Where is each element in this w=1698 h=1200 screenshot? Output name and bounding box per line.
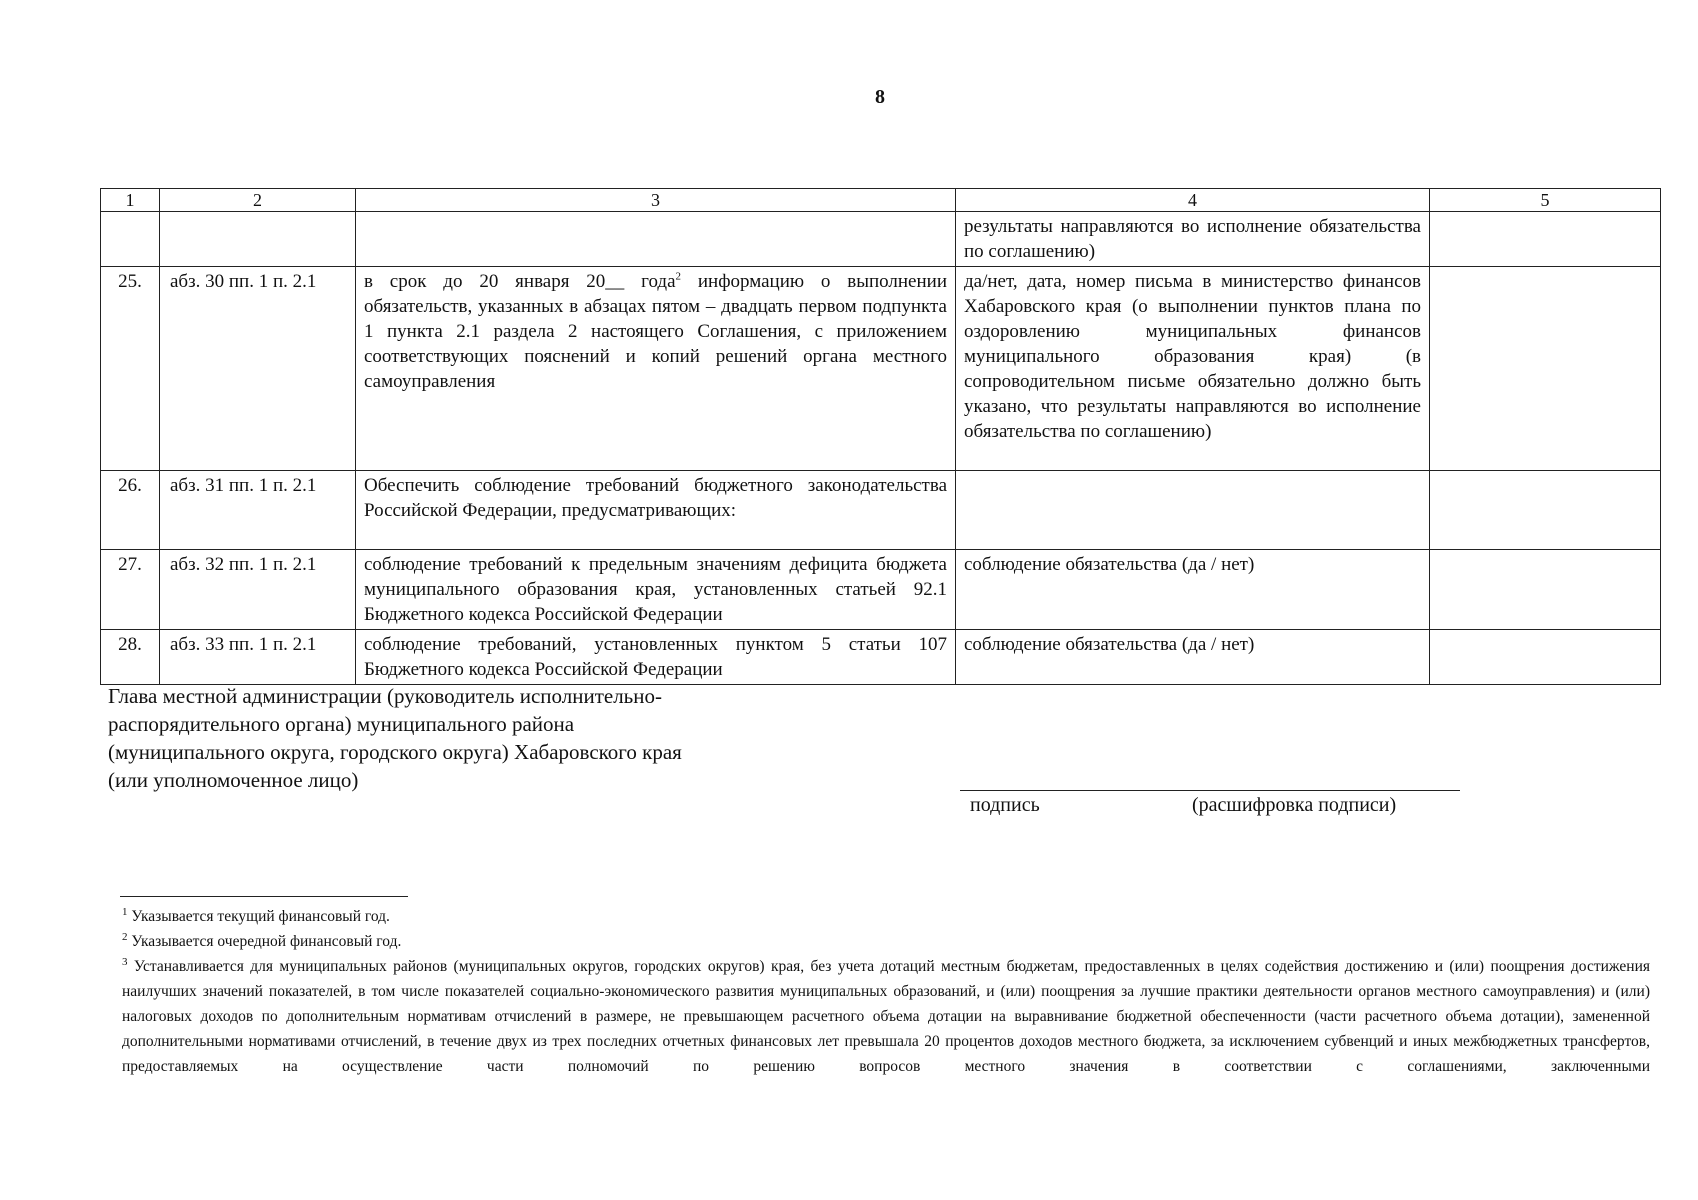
column-header: 4: [956, 189, 1430, 212]
footnote: $^1$ Указывается текущий финансовый год.: [122, 905, 390, 925]
row-note: [1430, 471, 1661, 550]
signature-line: [960, 790, 1460, 791]
row-number: 28.: [101, 630, 160, 685]
row-obligation: соблюдение требований, установленных пунктом 5 статьи 107 Бюджетного кодекса Российской Федерации: [356, 630, 956, 685]
row-reference: [160, 212, 356, 267]
footnotes: [122, 904, 1650, 1079]
signatory-line: (муниципального округа, городского округа) Хабаровского края: [108, 740, 682, 764]
row-report-form: результаты направляются во исполнение обязательства по соглашению): [956, 212, 1430, 267]
signatory-title: [108, 682, 682, 794]
row-obligation: [356, 212, 956, 267]
table-row: [101, 267, 1661, 471]
table-header-row: [101, 189, 1661, 212]
row-reference: абз. 33 пп. 1 п. 2.1: [160, 630, 356, 685]
row-reference: абз. 32 пп. 1 п. 2.1: [160, 550, 356, 630]
footnote: $^3$ Устанавливается для муниципальных районов (муниципальных округов, городских округов) края, без учета дотаций местным бюджетам, предоставленных в целях содействия достижению и (или) поощрения достижения наилучших значений показателей, в том числе показателей социально-экономического развития муниципальных образований, и (или) поощрения за лучшие практики деятельности органов местного самоуправления) и (или) налоговых доходов по дополнительным нормативам отчислений в размере, не превышающем расчетного объема дотации на выравнивание бюджетной обеспеченности (части расчетного объема дотации), замененной дополнительными нормативами отчислений, в течение двух из трех последних отчетных финансовых лет превышала 20 процентов доходов местного бюджета, за исключением субвенций и иных межбюджетных трансфертов, предоставляемых на осуществление части полномочий по решению вопросов местного значения в соответствии с соглашениями, заключенными: [122, 955, 1650, 1075]
row-note: [1430, 550, 1661, 630]
signature-label: подпись: [970, 794, 1040, 816]
row-report-form: [956, 471, 1430, 550]
row-number: 26.: [101, 471, 160, 550]
table-row: [101, 471, 1661, 550]
row-number: 27.: [101, 550, 160, 630]
row-obligation: Обеспечить соблюдение требований бюджетного законодательства Российской Федерации, предусматривающих:: [356, 471, 956, 550]
row-report-form: да/нет, дата, номер письма в министерство финансов Хабаровского края (о выполнении пунктов плана по оздоровлению муниципальных финансов муниципального образования края) (в сопроводительном письме обязательно должно быть указано, что результаты направляются во исполнение обязательства по соглашению): [956, 267, 1430, 471]
row-note: [1430, 267, 1661, 471]
signatory-line: (или уполномоченное лицо): [108, 768, 359, 792]
obligations-table: [100, 188, 1661, 685]
signatory-line: Глава местной администрации (руководитель исполнительно-: [108, 684, 662, 708]
column-header: 5: [1430, 189, 1661, 212]
signature-decode-label: (расшифровка подписи): [1192, 794, 1397, 816]
table-row: [101, 630, 1661, 685]
row-number: 25.: [101, 267, 160, 471]
row-report-form: соблюдение обязательства (да / нет): [956, 550, 1430, 630]
column-header: 2: [160, 189, 356, 212]
column-header: 1: [101, 189, 160, 212]
footnote: $^2$ Указывается очередной финансовый год.: [122, 930, 402, 950]
signatory-line: распорядительного органа) муниципального района: [108, 712, 575, 736]
footnote-separator: [120, 896, 408, 897]
row-note: [1430, 212, 1661, 267]
column-header: 3: [356, 189, 956, 212]
row-obligation: в срок до 20 января 20__ года$^2$ информацию о выполнении обязательств, указанных в абзацах пятом – двадцать первом подпункта 1 пункта 2.1 раздела 2 настоящего Соглашения, с приложением соответствующих пояснений и копий решений органа местного самоуправления: [356, 267, 956, 471]
table-row: [101, 550, 1661, 630]
row-reference: абз. 31 пп. 1 п. 2.1: [160, 471, 356, 550]
row-reference: абз. 30 пп. 1 п. 2.1: [160, 267, 356, 471]
row-obligation: соблюдение требований к предельным значениям дефицита бюджета муниципального образования края, установленных статьей 92.1 Бюджетного кодекса Российской Федерации: [356, 550, 956, 630]
page-number: 8: [875, 86, 885, 108]
row-report-form: соблюдение обязательства (да / нет): [956, 630, 1430, 685]
table-row: [101, 212, 1661, 267]
row-note: [1430, 630, 1661, 685]
row-number: [101, 212, 160, 267]
